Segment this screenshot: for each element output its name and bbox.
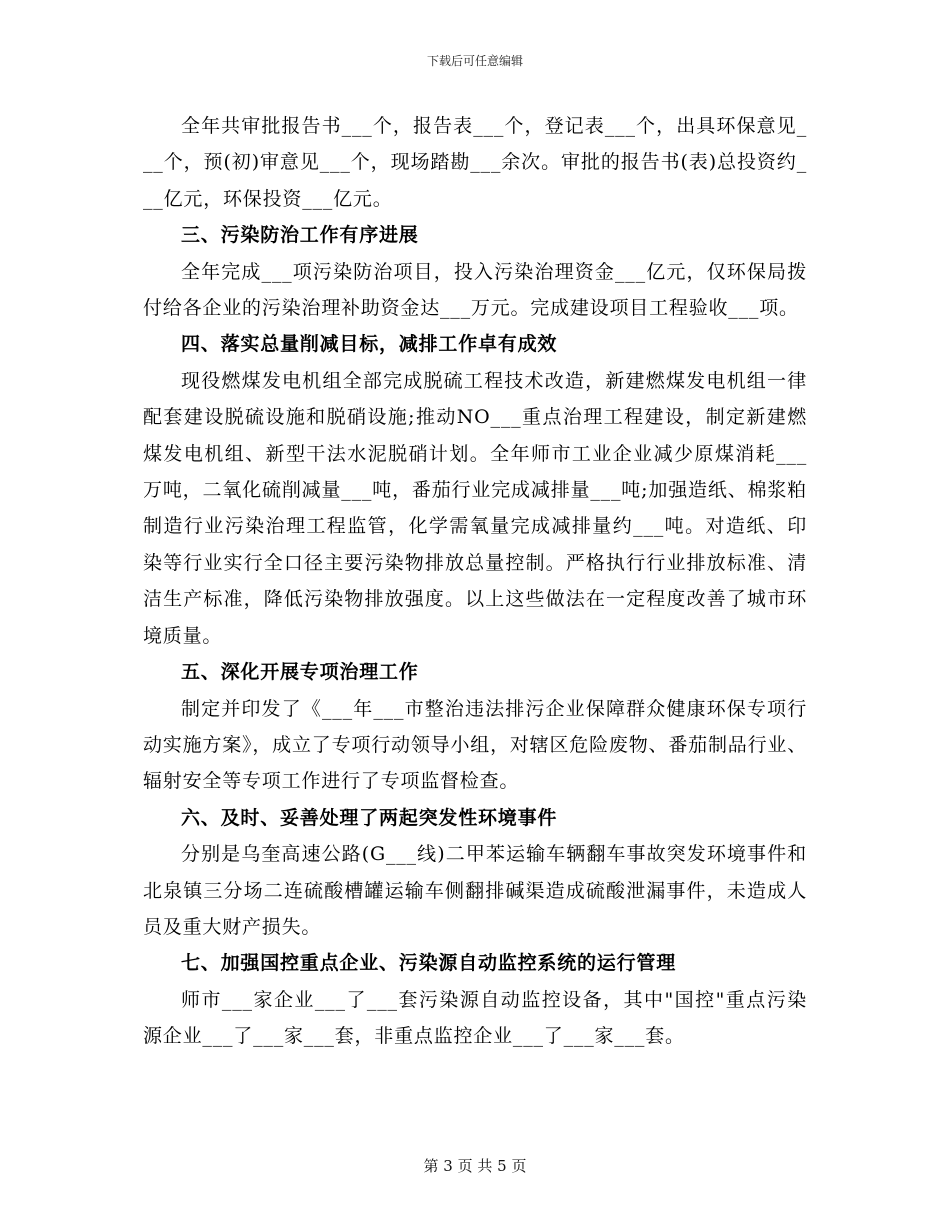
paragraph-approvals: 全年共审批报告书___个，报告表___个，登记表___个，出具环保意见___个，预(初)审意见___个，现场踏勘___余次。审批的报告书(表)总投资约___亿元，环保投资___亿元。: [143, 115, 807, 210]
paragraph-special-campaign: 制定并印发了《___年___市整治违法排污企业保障群众健康环保专项行动实施方案》，成立了专项行动领导小组，对辖区危险废物、番茄制品行业、辐射安全等专项工作进行了专项监督检查。: [143, 697, 807, 793]
section-heading-7: 七、加强国控重点企业、污染源自动监控系统的运行管理: [181, 952, 677, 975]
section-heading-3: 三、污染防治工作有序进展: [181, 224, 419, 247]
document-body: [143, 108, 807, 1055]
page-header: 下载后可任意编辑: [426, 54, 523, 68]
paragraph-monitoring: 师市___家企业___了___套污染源自动监控设备，其中"国控"重点污染源企业___了___家___套，非重点监控企业___了___家___套。: [143, 988, 807, 1048]
section-heading-5: 五、深化开展专项治理工作: [181, 661, 419, 684]
paragraph-incidents: 分别是乌奎高速公路(G___线)二甲苯运输车辆翻车事故突发环境事件和北泉镇三分场二连硫酸槽罐运输车侧翻排碱渠造成硫酸泄漏事件，未造成人员及重大财产损失。: [143, 843, 807, 938]
paragraph-pollution-control: 全年完成___项污染防治项目，投入污染治理资金___亿元，仅环保局拨付给各企业的污染治理补助资金达___万元。完成建设项目工程验收___项。: [143, 260, 807, 320]
paragraph-emission-reduction: 现役燃煤发电机组全部完成脱硫工程技术改造，新建燃煤发电机组一律配套建设脱硫设施和脱硝设施;推动NO___重点治理工程建设，制定新建燃煤发电机组、新型干法水泥脱硝计划。全年师市工业企业减少原煤消耗___万吨，二氧化硫削减量___吨，番茄行业完成减排量___吨;加强造纸、棉浆粕制造行业污染治理工程监管，化学需氧量完成减排量约___吨。对造纸、印染等行业实行全口径主要污染物排放总量控制。严格执行行业排放标准、清洁生产标准，降低污染物排放强度。以上这些做法在一定程度改善了城市环境质量。: [143, 369, 807, 647]
section-heading-4: 四、落实总量削减目标，减排工作卓有成效: [181, 333, 558, 356]
section-heading-6: 六、及时、妥善处理了两起突发性环境事件: [181, 806, 558, 829]
page-footer: 第 3 页 共 5 页: [423, 1157, 527, 1175]
